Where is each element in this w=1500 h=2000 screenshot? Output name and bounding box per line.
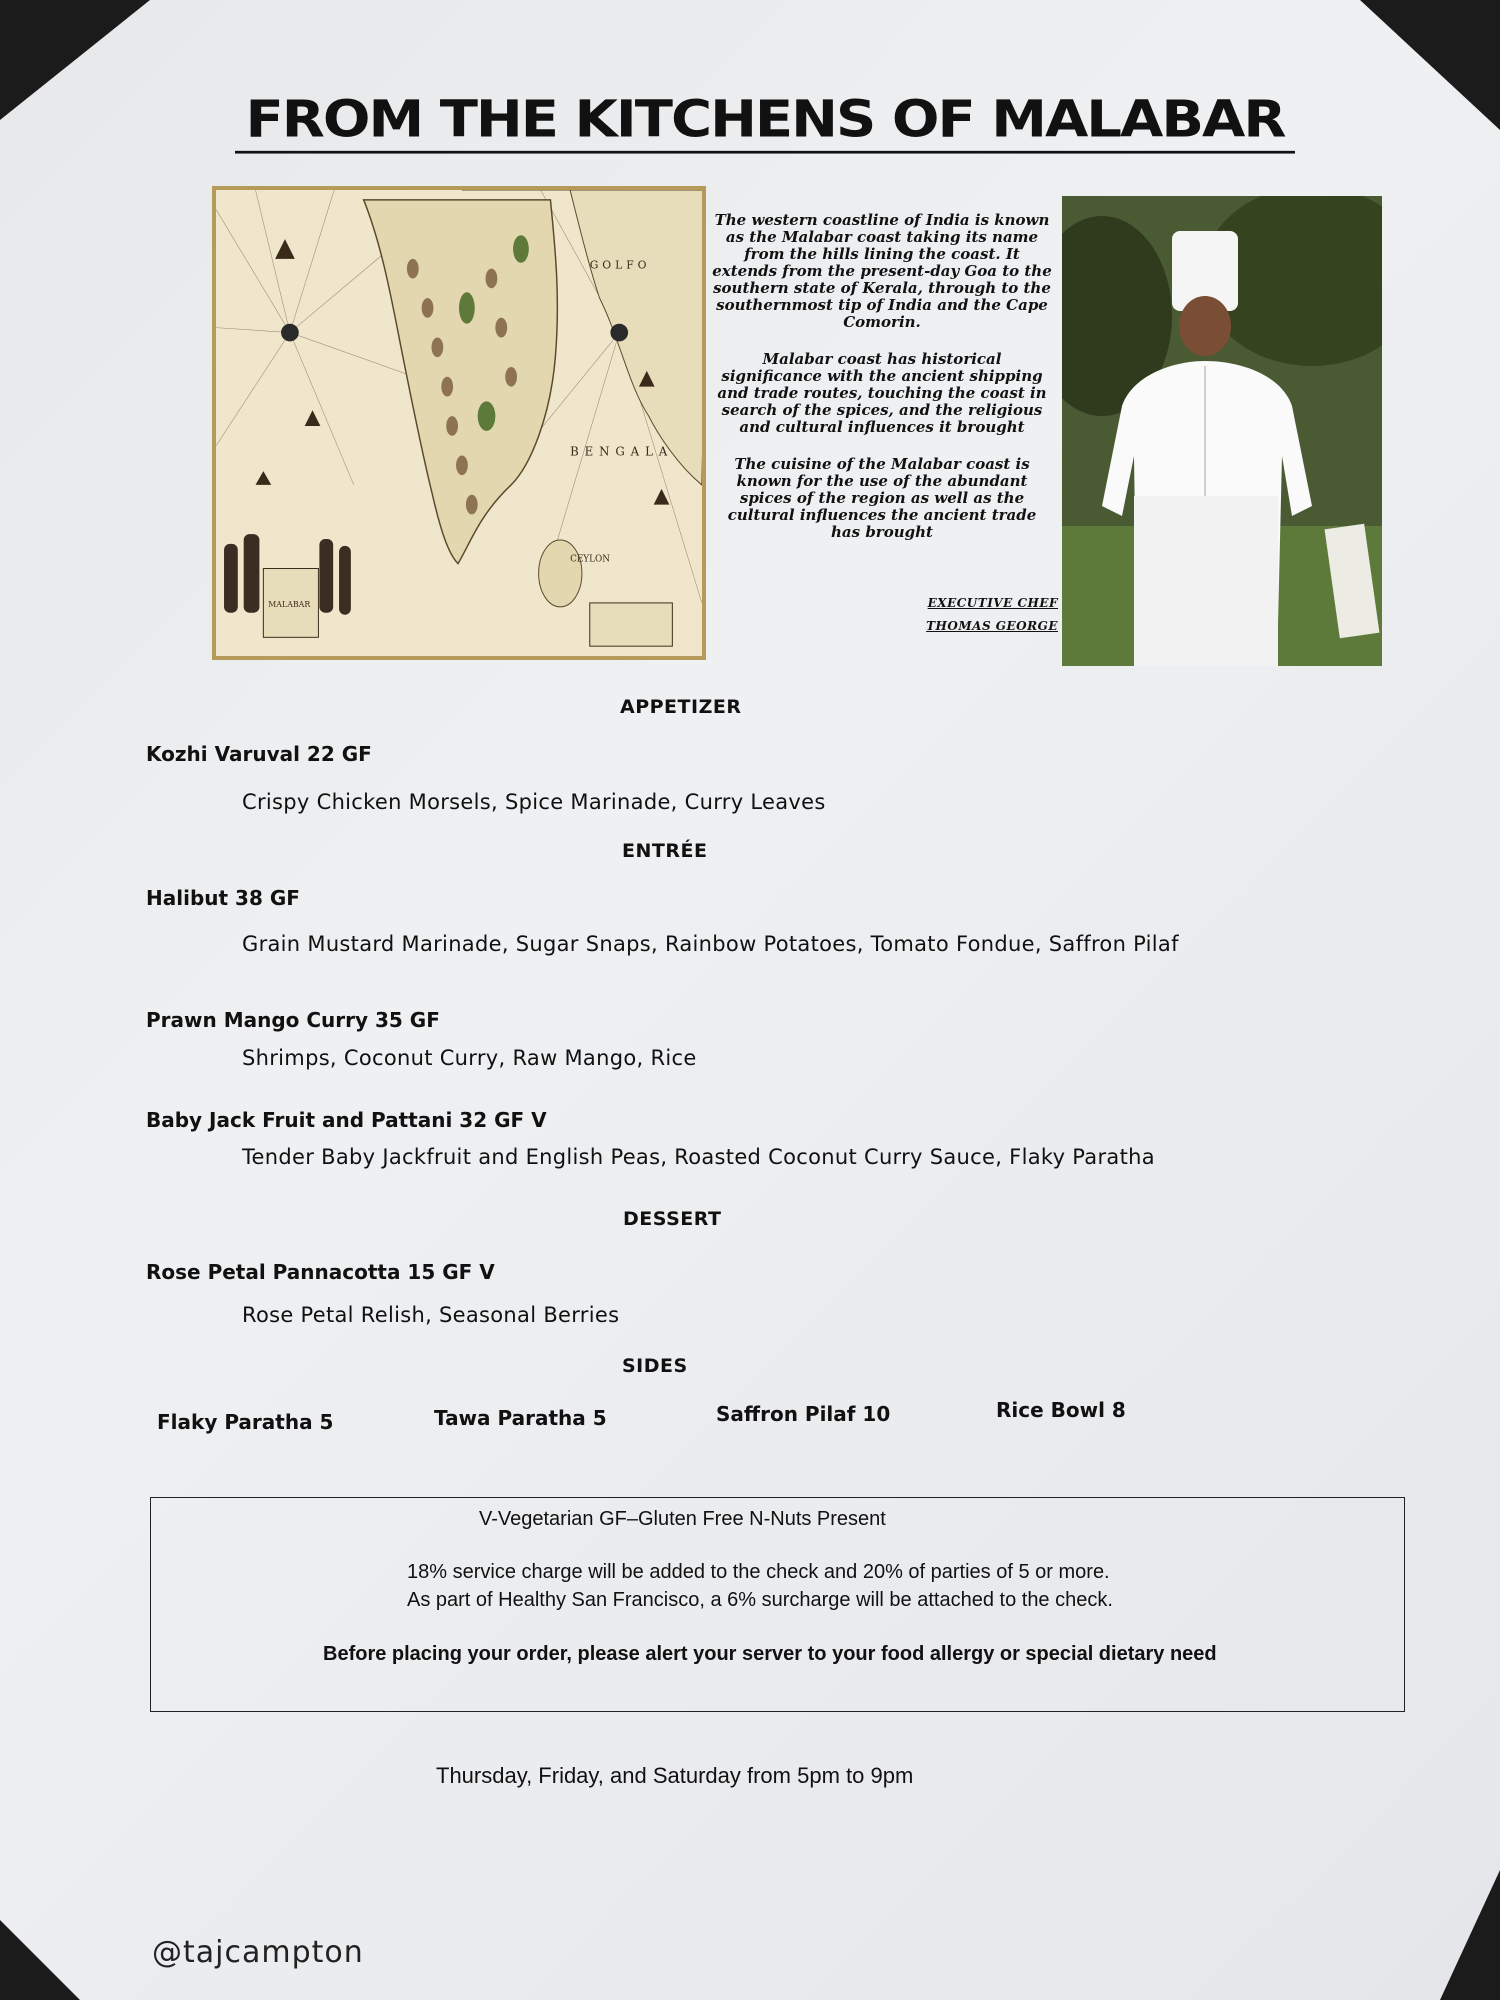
item-desc-prawn-mango-curry: Shrimps, Coconut Curry, Raw Mango, Rice xyxy=(242,1046,697,1070)
side-item-tawa-paratha: Tawa Paratha 5 xyxy=(434,1406,607,1430)
map-illustration xyxy=(216,190,702,656)
chef-role: EXECUTIVE CHEF xyxy=(927,596,1058,610)
watermark-handle: @tajcampton xyxy=(152,1935,364,1970)
item-desc-rose-petal-pannacotta: Rose Petal Relish, Seasonal Berries xyxy=(242,1303,620,1327)
service-hours: Thursday, Friday, and Saturday from 5pm to 9pm xyxy=(436,1763,914,1788)
section-heading-appetizer: APPETIZER xyxy=(620,696,742,718)
map-label-ceylon: CEYLON xyxy=(570,554,610,565)
section-heading-entree: ENTRÉE xyxy=(622,840,708,862)
item-desc-baby-jack-fruit: Tender Baby Jackfruit and English Peas, Roasted Coconut Curry Sauce, Flaky Paratha xyxy=(242,1145,1155,1169)
item-name-kozhi-varuval: Kozhi Varuval 22 GF xyxy=(146,742,372,766)
malabar-map-image xyxy=(212,186,706,660)
item-name-prawn-mango-curry: Prawn Mango Curry 35 GF xyxy=(146,1008,440,1032)
menu-title: FROM THE KITCHENS OF MALABAR xyxy=(235,91,1295,153)
section-heading-dessert: DESSERT xyxy=(623,1208,722,1230)
side-item-saffron-pilaf: Saffron Pilaf 10 xyxy=(716,1402,891,1426)
surcharge-line: As part of Healthy San Francisco, a 6% surcharge will be attached to the check. xyxy=(407,1589,1113,1611)
item-name-baby-jack-fruit: Baby Jack Fruit and Pattani 32 GF V xyxy=(146,1108,547,1132)
item-name-rose-petal-pannacotta: Rose Petal Pannacotta 15 GF V xyxy=(146,1260,495,1284)
map-label-golfo: GOLFO xyxy=(589,258,651,272)
chef-credit xyxy=(870,592,1058,638)
intro-paragraph-1: The western coastline of India is known as the Malabar coast taking its name from the hills lining the coast. It extends from the present-day Goa to the southern state of Kerala, through to the southernmost tip of India and the Cape Comorin. xyxy=(712,211,1052,331)
service-charge-text xyxy=(407,1558,1113,1614)
intro-text xyxy=(712,212,1052,561)
map-label-bengala: BENGALA xyxy=(570,444,674,459)
dietary-legend: V-Vegetarian GF–Gluten Free N-Nuts Present xyxy=(479,1508,886,1530)
notice-box xyxy=(150,1497,1405,1712)
chef-illustration xyxy=(1062,196,1382,666)
section-heading-sides: SIDES xyxy=(622,1355,688,1377)
map-cartouche: MALABAR xyxy=(268,599,311,609)
service-charge-line: 18% service charge will be added to the check and 20% of parties of 5 or more. xyxy=(407,1561,1110,1583)
item-desc-halibut: Grain Mustard Marinade, Sugar Snaps, Rainbow Potatoes, Tomato Fondue, Saffron Pilaf xyxy=(242,932,1179,956)
item-name-halibut: Halibut 38 GF xyxy=(146,886,300,910)
intro-paragraph-2: Malabar coast has historical significance with the ancient shipping and trade routes, touching the coast in search of the spices, and the religious and cultural influences it brought xyxy=(717,350,1047,436)
allergy-notice: Before placing your order, please alert your server to your food allergy or special dietary need xyxy=(323,1643,1217,1665)
chef-name: THOMAS GEORGE xyxy=(926,619,1058,633)
side-item-rice-bowl: Rice Bowl 8 xyxy=(996,1398,1126,1422)
intro-paragraph-3: The cuisine of the Malabar coast is known for the use of the abundant spices of the region as well as the cultural influences the ancient trade has brought xyxy=(727,455,1037,541)
side-item-flaky-paratha: Flaky Paratha 5 xyxy=(157,1410,334,1434)
item-desc-kozhi-varuval: Crispy Chicken Morsels, Spice Marinade, Curry Leaves xyxy=(242,790,826,814)
chef-photo xyxy=(1062,196,1382,666)
